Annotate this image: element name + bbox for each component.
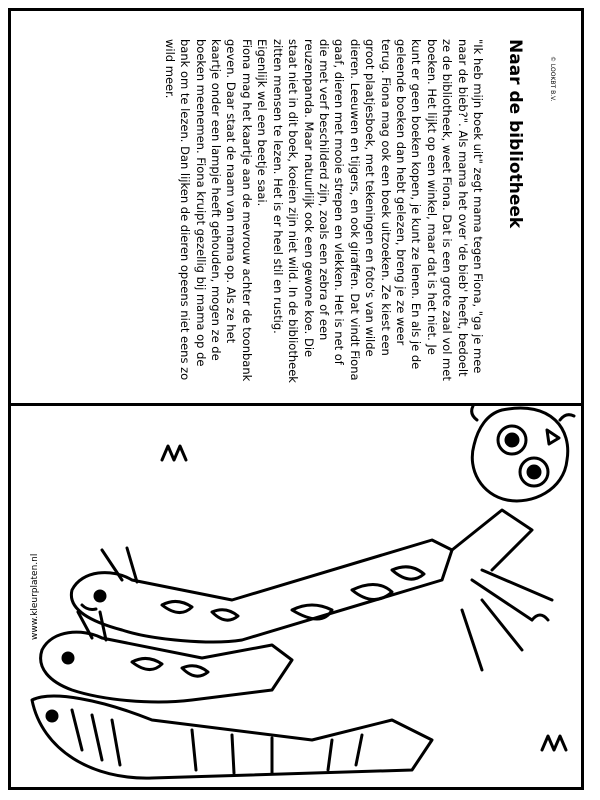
owl-drawing: [472, 406, 574, 501]
small-giraffe-drawing: [41, 612, 292, 702]
copyright-notice: © LOOKBT B.V.: [549, 56, 556, 102]
story-title: Naar de bibliotheek: [505, 39, 525, 229]
story-panel: [35, 31, 575, 393]
story-paragraph-2: Fiona mag het kaartje aan de mevrouw achter de toonbank geven. Daar staat de naam van mama op. Als ze het kaartje onder een lampje heeft gehouden, mogen ze de boeken meenemen. Fiona kruipt gezellig bij mama op de bank om te lezen. Dan lijken de dieren opeens niet eens zo wild meer.: [162, 39, 254, 382]
story-paragraph-1: "Ik heb mijn boek uit" zegt mama tegen Fiona, "ga je mee naar de bieb?". Als mama het over 'de bieb' heeft, bedoelt ze de bibliotheek, weet Fiona. Dat is een grote zaal vol met boeken. Het lijkt op een winkel, maar dat is het niet. Je kunt er geen boeken kopen, je kunt ze lenen. En als je de geleende boeken dan hebt gelezen, breng je ze weer terug. Fiona mag ook een boek uitzoeken. Ze kiest een groot plaatjesboek, met tekeningen en foto's van wilde dieren. Leeuwen en tijgers, en ook giraffen. Dat vindt Fiona gaaf, dieren met mooie strepen en vlekken. Het is net of die met verf beschilderd zijn, zoals een zebra of een reuzenpanda. Maar natuurlijk ook een gewone koe. Die staat niet in dit boek, koeien zijn niet wild. In de bibliotheek zitten mensen te lezen. Het is er heel stil en rustig. Eigenlijk wel een beetje saai.: [255, 39, 485, 383]
coloring-illustration: [12, 400, 578, 784]
zebra-drawing: [32, 696, 432, 778]
story-text-block: [35, 31, 575, 393]
website-link[interactable]: www.kleurplaten.nl: [30, 553, 40, 640]
